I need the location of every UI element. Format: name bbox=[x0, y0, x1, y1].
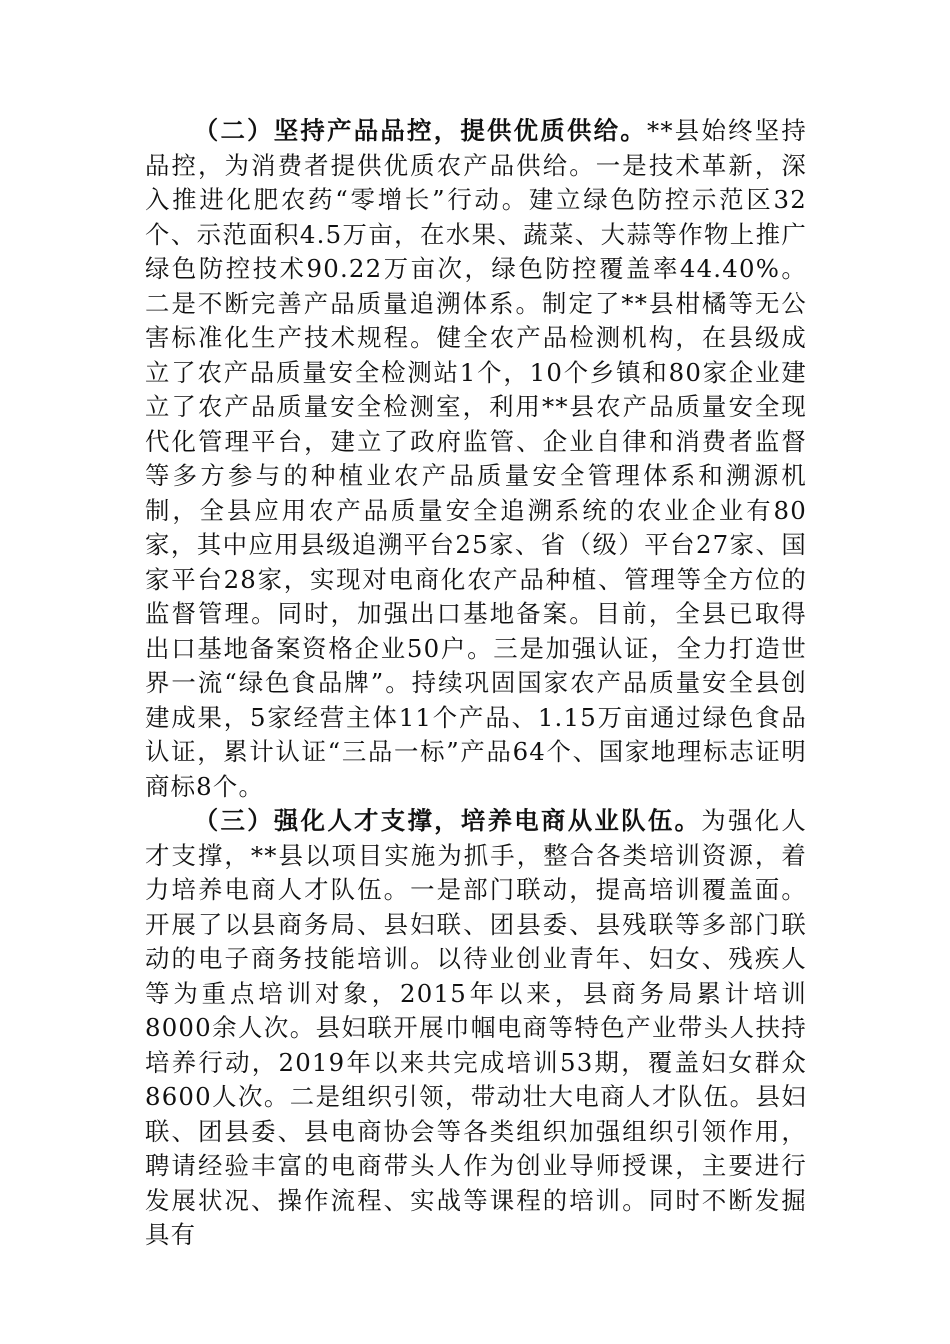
paragraph-text-2: **县始终坚持品控，为消费者提供优质农产品供给。一是技术革新，深入推进化肥农药“零增长”行动。建立绿色防控示范区32个、示范面积4.5万亩，在水果、蔬菜、大蒜等作物上推广绿色防控技术90.22万亩次，绿色防控覆盖率44.40%。二是不断完善产品质量追溯体系。制定了**县柑橘等无公害标准化生产技术规程。健全农产品检测机构，在县级成立了农产品质量安全检测站1个，10个乡镇和80家企业建立了农产品质量安全检测室，利用**县农产品质量安全现代化管理平台，建立了政府监管、企业自律和消费者监督等多方参与的种植业农产品质量安全管理体系和溯源机制，全县应用农产品质量安全追溯系统的农业企业有80家，其中应用县级追溯平台25家、省（级）平台27家、国家平台28家，实现对电商化农产品种植、管理等全方位的监督管理。同时，加强出口基地备案。目前，全县已取得出口基地备案资格企业50户。三是加强认证，全力打造世界一流“绿色食品牌”。持续巩固国家农产品质量安全县创建成果，5家经营主体11个产品、1.15万亩通过绿色食品认证，累计认证“三品一标”产品64个、国家地理标志证明商标8个。 bbox=[145, 116, 808, 801]
paragraph-product-quality-control bbox=[145, 114, 807, 804]
paragraph-talent-support bbox=[145, 804, 807, 1253]
section-heading-2: （二）坚持产品品控，提供优质供给。 bbox=[193, 116, 647, 145]
document-body bbox=[145, 114, 807, 1253]
section-heading-3: （三）强化人才支撑，培养电商从业队伍。 bbox=[193, 806, 702, 835]
paragraph-text-3: 为强化人才支撑，**县以项目实施为抓手，整合各类培训资源，着力培养电商人才队伍。一是部门联动，提高培训覆盖面。开展了以县商务局、县妇联、团县委、县残联等多部门联动的电子商务技能培训。以待业创业青年、妇女、残疾人等为重点培训对象，2015年以来，县商务局累计培训8000余人次。县妇联开展巾帼电商等特色产业带头人扶持培养行动，2019年以来共完成培训53期，覆盖妇女群众8600人次。二是组织引领，带动壮大电商人才队伍。县妇联、团县委、县电商协会等各类组织加强组织引领作用，聘请经验丰富的电商带头人作为创业导师授课，主要进行发展状况、操作流程、实战等课程的培训。同时不断发掘具有 bbox=[145, 806, 807, 1249]
